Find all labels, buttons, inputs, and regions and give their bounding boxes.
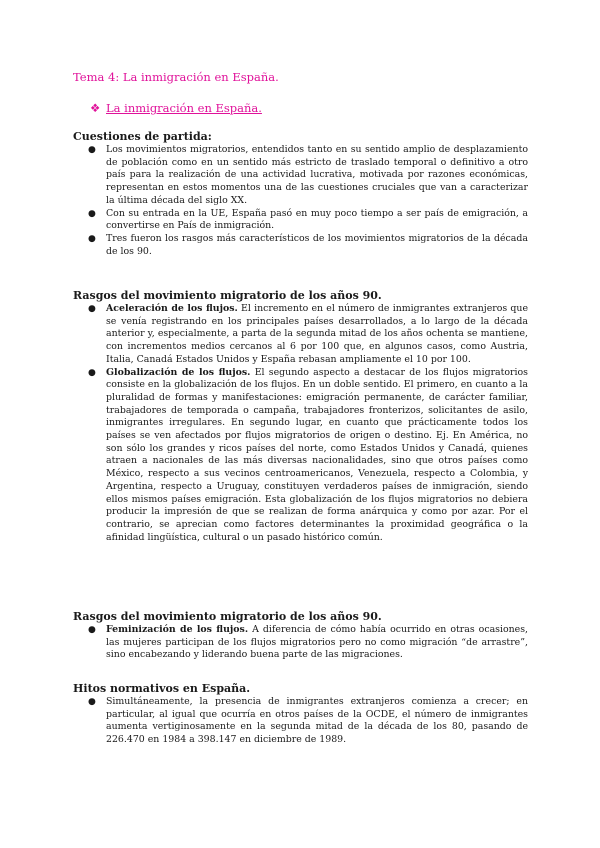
diamond-bullet-icon: ❖ <box>90 101 101 115</box>
section-cuestiones <box>73 130 528 258</box>
list-item-text: Los movimientos migratorios, entendidos tanto en su sentido amplio de desplazamiento de población como en un sentido más estricto de traslado temporal o definitivo a otro país para la realización de una actividad lucrativa, motivada por razones económicas, representan en estos momentos una de las cuestiones cruciales que van a caracterizar la última década del siglo XX. <box>106 144 528 206</box>
bullet-list <box>73 303 528 544</box>
bullet-list <box>73 696 528 747</box>
bullet-icon: ● <box>88 367 96 378</box>
list-item-text: El incremento en el número de inmigrantes extranjeros que se venía registrando en los principales países desarrollados, a lo largo de la década anterior y, especialmente, a parta de la segunda mitad de los años ochenta se mantiene, con incrementos medios cercanos al 6 por 100 que, en algunos casos, como Austria, Italia, Canadá Estados Unidos y España rebasan ampliamente el 10 por 100. <box>106 303 528 365</box>
bullet-icon: ● <box>88 625 96 635</box>
document-title: Tema 4: La inmigración en España. <box>73 70 279 84</box>
bullet-icon: ● <box>88 145 96 155</box>
list-item <box>73 144 528 208</box>
bullet-icon: ● <box>88 208 96 219</box>
list-item <box>73 233 528 258</box>
section-rasgos-2 <box>73 610 528 662</box>
list-item-text: A diferencia de cómo había ocurrido en otras ocasiones, las mujeres participan de los flujos migratorios pero no como migración “de arrastre”, sino encabezando y liderando buena parte de las migraciones. <box>106 624 528 661</box>
section-heading: Rasgos del movimiento migratorio de los años 90. <box>73 289 382 302</box>
document-subtitle <box>90 101 262 115</box>
section-heading: Rasgos del movimiento migratorio de los años 90. <box>73 610 382 623</box>
list-item-bold: Globalización de los flujos. <box>106 366 251 378</box>
list-item-text: El segundo aspecto a destacar de los flujos migratorios consiste en la globalización de los flujos. En un doble sentido. El primero, en cuanto a la pluralidad de formas y manifestaciones: emigración permanente, de carácter familiar, trabajadores de temporada o campaña, trabajadores fronterizos, solicitantes de asilo, inmigrantes irregulares. En segundo lugar, en cuanto que prácticamente todos los países se ven afectados por flujos migratorios de origen o destino. Ej. En América, no son sólo los grandes y ricos países del norte, como Estados Unidos y Canadá, quienes atraen a nacionales de las más diversas nacionalidades, sino que otros países como México, respecto a sus vecinos centroamericanos, Venezuela, respecto a Colombia, y Argentina, respecto a Uruguay, constituyen verdaderos países de inmigración, siendo ellos mismos países emigración. Esta globalización de los flujos migratorios no debiera producir la impresión de que se realizan de forma anárquica y como por azar. Por el contrario, se aprecian como factores determinantes la proximidad geográfica o la afinidad lingüística, cultural o un pasado histórico común. <box>106 366 528 543</box>
list-item-text: Tres fueron los rasgos más característicos de los movimientos migratorios de la década de los 90. <box>106 232 528 257</box>
section-rasgos-1 <box>73 289 528 544</box>
section-heading: Hitos normativos en España. <box>73 682 251 695</box>
list-item-bold: Aceleración de los flujos. <box>106 303 238 314</box>
list-item <box>73 303 528 367</box>
list-item <box>73 367 528 545</box>
list-item <box>73 696 528 747</box>
list-item-text: Con su entrada en la UE, España pasó en muy poco tiempo a ser país de emigración, a convertirse en País de inmigración. <box>106 207 528 232</box>
list-item <box>73 624 528 662</box>
list-item <box>73 208 528 233</box>
list-item-bold: Feminización de los flujos. <box>106 624 249 635</box>
list-item-text: Simultáneamente, la presencia de inmigrantes extranjeros comienza a crecer; en particular, al igual que ocurría en otros países de la OCDE, el número de inmigrantes aumenta vertiginosamente en la segunda mitad de la década de los 80, pasando de 226.470 en 1984 a 398.147 en diciembre de 1989. <box>106 696 528 746</box>
bullet-icon: ● <box>88 233 96 244</box>
subtitle-text: La inmigración en España. <box>106 101 262 115</box>
bullet-icon: ● <box>88 304 96 314</box>
section-hitos <box>73 682 528 747</box>
bullet-icon: ● <box>88 697 96 707</box>
bullet-list <box>73 624 528 662</box>
section-heading: Cuestiones de partida: <box>73 130 212 143</box>
bullet-list <box>73 144 528 258</box>
